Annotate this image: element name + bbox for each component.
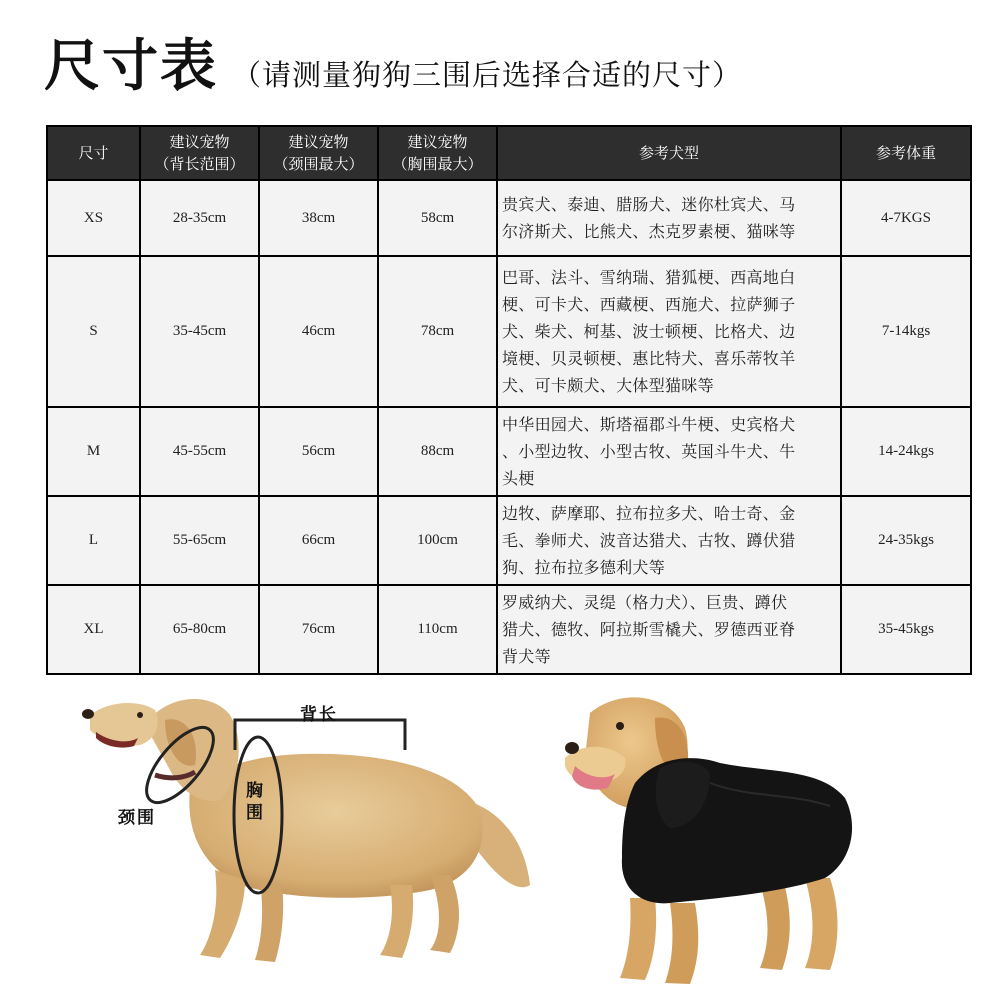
cell-weight: 4-7KGS: [841, 180, 971, 256]
golden-retriever-icon: [82, 699, 530, 962]
header-weight: 参考体重: [841, 126, 971, 180]
cell-back: 45-55cm: [140, 407, 259, 496]
dog-measurement-illustration: [70, 680, 590, 1000]
cell-chest: 100cm: [378, 496, 497, 585]
cell-back: 28-35cm: [140, 180, 259, 256]
header-neck: 建议宠物 （颈围最大）: [259, 126, 378, 180]
cell-breeds: 边牧、萨摩耶、拉布拉多犬、哈士奇、金 毛、拳师犬、波音达猎犬、古牧、蹲伏猎 狗、拉布拉多德利犬等: [497, 496, 841, 585]
photo-area: [0, 680, 1000, 1000]
table-header-row: [47, 126, 971, 180]
title-subtitle: （请测量狗狗三围后选择合适的尺寸）: [232, 58, 743, 92]
cell-chest: 58cm: [378, 180, 497, 256]
cell-back: 35-45cm: [140, 256, 259, 407]
cell-weight: 7-14kgs: [841, 256, 971, 407]
cell-size: M: [47, 407, 140, 496]
cell-size: L: [47, 496, 140, 585]
header-back-length: 建议宠物 （背长范围）: [140, 126, 259, 180]
header-breeds: 参考犬型: [497, 126, 841, 180]
header-chest: 建议宠物 （胸围最大）: [378, 126, 497, 180]
cell-neck: 46cm: [259, 256, 378, 407]
neck-label: 颈围: [118, 808, 156, 828]
cell-breeds: 贵宾犬、泰迪、腊肠犬、迷你杜宾犬、马 尔济斯犬、比熊犬、杰克罗素梗、猫咪等: [497, 180, 841, 256]
dog-wearing-coat-photo: [560, 688, 890, 998]
back-length-label: 背长: [300, 705, 338, 725]
cell-neck: 38cm: [259, 180, 378, 256]
cell-weight: 14-24kgs: [841, 407, 971, 496]
page-title: [44, 22, 742, 102]
cell-back: 65-80cm: [140, 585, 259, 674]
table-row: [47, 256, 971, 407]
cell-back: 55-65cm: [140, 496, 259, 585]
cell-weight: 35-45kgs: [841, 585, 971, 674]
cell-chest: 110cm: [378, 585, 497, 674]
size-chart-table: [46, 125, 972, 675]
cell-breeds: 巴哥、法斗、雪纳瑞、猎狐梗、西高地白 梗、可卡犬、西藏梗、西施犬、拉萨狮子 犬、柴犬、柯基、波士顿梗、比格犬、边 境梗、贝灵顿梗、惠比特犬、喜乐蒂牧羊 犬、可卡颇犬、大体型猫咪等: [497, 256, 841, 407]
cell-neck: 66cm: [259, 496, 378, 585]
cell-breeds: 中华田园犬、斯塔福郡斗牛梗、史宾格犬 、小型边牧、小型古牧、英国斗牛犬、牛 头梗: [497, 407, 841, 496]
header-size: 尺寸: [47, 126, 140, 180]
cell-size: XL: [47, 585, 140, 674]
cell-breeds: 罗威纳犬、灵缇（格力犬）、巨贵、蹲伏 猎犬、德牧、阿拉斯雪橇犬、罗德西亚脊 背犬等: [497, 585, 841, 674]
table-row: [47, 496, 971, 585]
chest-label: 胸围: [246, 781, 265, 823]
cell-size: S: [47, 256, 140, 407]
cell-chest: 88cm: [378, 407, 497, 496]
golden-retriever-icon: [565, 697, 852, 984]
cell-chest: 78cm: [378, 256, 497, 407]
table-row: [47, 407, 971, 496]
cell-size: XS: [47, 180, 140, 256]
table-row: [47, 585, 971, 674]
table-row: [47, 180, 971, 256]
cell-weight: 24-35kgs: [841, 496, 971, 585]
cell-neck: 56cm: [259, 407, 378, 496]
cell-neck: 76cm: [259, 585, 378, 674]
title-main: 尺寸表: [44, 34, 218, 99]
